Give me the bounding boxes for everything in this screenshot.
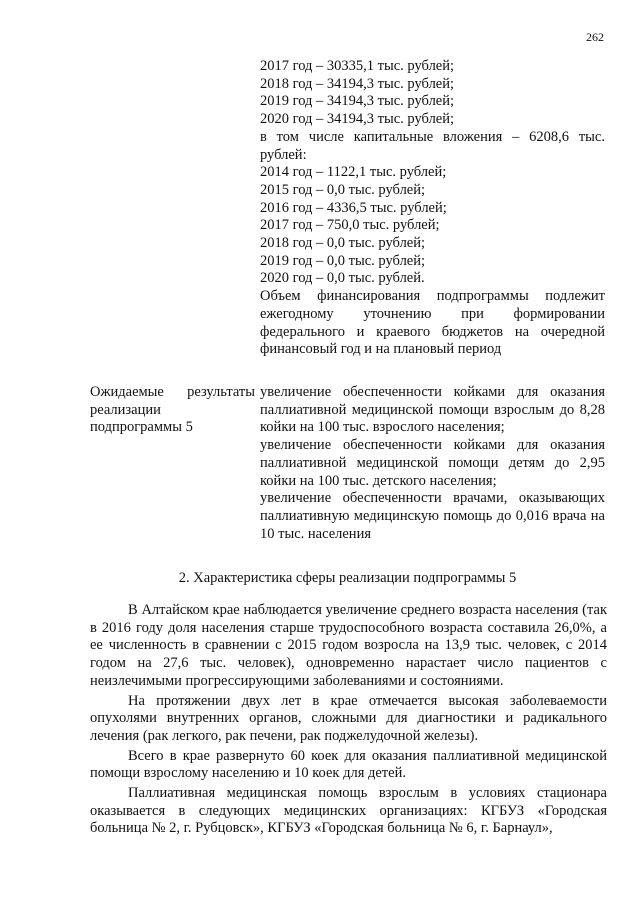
financing-note: Объем финансирования подпрограммы подлежит ежегодному уточнению при формировании федерального и краевого бюджетов на очередной финансовый год и на плановый период <box>260 288 605 358</box>
expected-result-item: увеличение обеспеченности койками для оказания паллиативной медицинской помощи детям до 2,95 койки на 100 тыс. детского населения; <box>260 437 605 489</box>
expected-results-label: Ожидаемые результаты реализации подпрограммы 5 <box>90 384 255 436</box>
capital-year-2018: 2018 год – 0,0 тыс. рублей; <box>260 235 426 252</box>
capital-investments-intro: в том числе капитальные вложения – 6208,6 тыс. рублей: <box>260 128 605 163</box>
financing-block <box>260 58 605 359</box>
financing-year-2018: 2018 год – 34194,3 тыс. рублей; <box>260 75 455 92</box>
expected-results-list <box>260 384 605 543</box>
financing-year-2017: 2017 год – 30335,1 тыс. рублей; <box>260 58 455 74</box>
section-heading: 2. Характеристика сферы реализации подпрограммы 5 <box>178 570 517 586</box>
paragraph: В Алтайском крае наблюдается увеличение среднего возраста населения (так в 2016 году доля населения старше трудоспособного возраста составила 26,0%, а ее численность в сравнении с 2015 годом возросла на 13,9 тыс. человек, с 2014 годом на 27,6 тыс. человек), одновременно нарастает число пациентов с неизлечимыми прогрессирующими заболеваниями и состояниями. <box>90 602 607 689</box>
paragraph: Всего в крае развернуто 60 коек для оказания паллиативной медицинской помощи взрослому населению и 10 коек для детей. <box>90 747 607 782</box>
expected-result-item: увеличение обеспеченности койками для оказания паллиативной медицинской помощи взрослым до 8,28 койки на 100 тыс. взрослого населения; <box>260 384 605 436</box>
body-text <box>90 602 607 840</box>
capital-year-2017: 2017 год – 750,0 тыс. рублей; <box>260 217 440 234</box>
page-number: 262 <box>586 30 604 44</box>
capital-year-2014: 2014 год – 1122,1 тыс. рублей; <box>260 164 447 181</box>
paragraph: На протяжении двух лет в крае отмечается высокая заболеваемости опухолями внутренних органов, сложными для диагностики и радикального лечения (рак легкого, рак печени, рак поджелудочной железы). <box>90 692 607 744</box>
capital-year-2015: 2015 год – 0,0 тыс. рублей; <box>260 181 426 198</box>
financing-year-2019: 2019 год – 34194,3 тыс. рублей; <box>260 93 455 110</box>
capital-year-2020: 2020 год – 0,0 тыс. рублей. <box>260 270 425 287</box>
financing-year-2020: 2020 год – 34194,3 тыс. рублей; <box>260 111 455 128</box>
capital-year-2016: 2016 год – 4336,5 тыс. рублей; <box>260 199 447 216</box>
capital-year-2019: 2019 год – 0,0 тыс. рублей; <box>260 252 426 269</box>
expected-result-item: увеличение обеспеченности врачами, оказывающих паллиативную медицинскую помощь до 0,016 врача на 10 тыс. населения <box>260 490 605 542</box>
paragraph: Паллиативная медицинская помощь взрослым в условиях стационара оказывается в следующих медицинских организациях: КГБУЗ «Городская больница № 2, г. Рубцовск», КГБУЗ «Городская больница № 6, г. Барнаул», <box>90 785 607 837</box>
